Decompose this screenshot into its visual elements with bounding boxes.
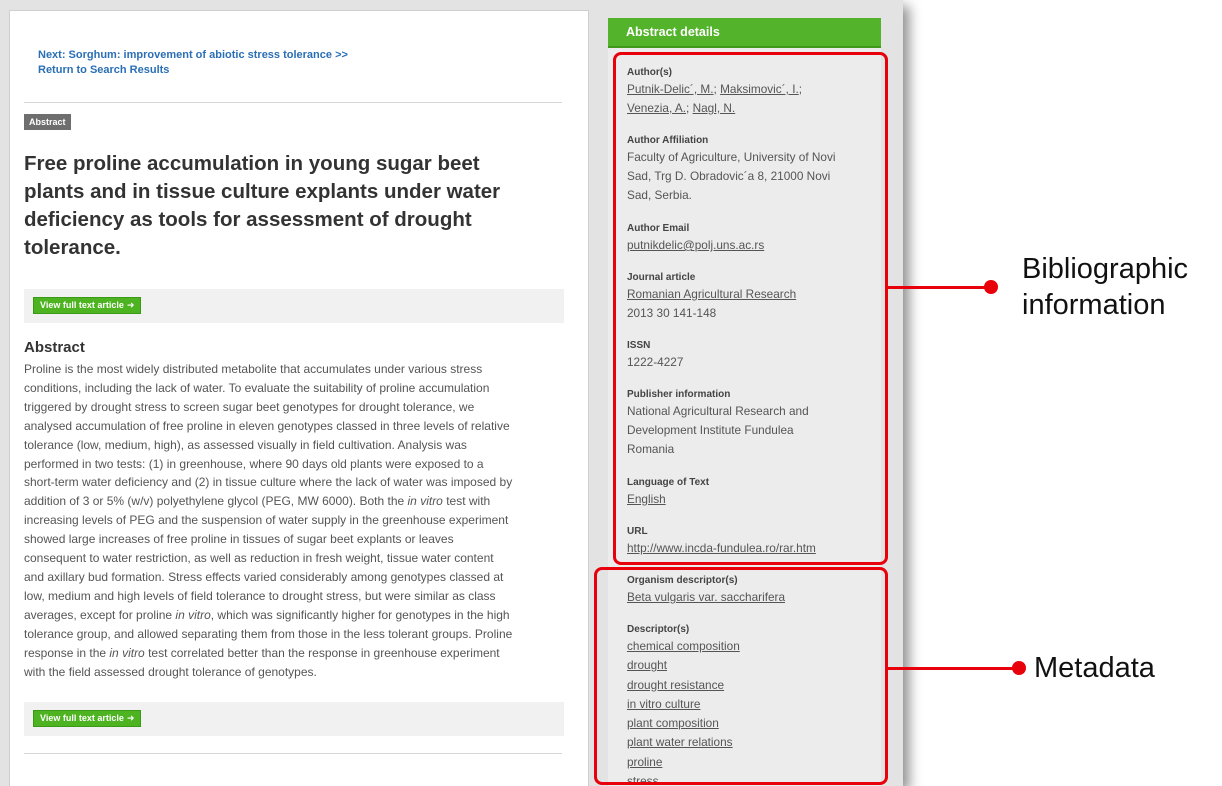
bibliographic-callout-line — [888, 286, 988, 289]
authors-label: Author(s) — [627, 67, 672, 78]
issn-value: 1222-4227 — [627, 355, 684, 369]
journal-link[interactable]: Romanian Agricultural Research — [627, 287, 797, 301]
authors-line-2: Venezia, A.; Nagl, N. — [627, 101, 736, 115]
publisher-label: Publisher information — [627, 389, 731, 400]
journal-detail: 2013 30 141-148 — [627, 306, 717, 320]
return-to-search-link[interactable]: Return to Search Results — [38, 64, 170, 76]
descriptor-link[interactable]: plant composition — [627, 716, 719, 731]
descriptor-link[interactable]: drought — [627, 658, 668, 673]
metadata-callout-line — [888, 667, 1016, 670]
publisher-line: Development Institute Fundulea — [627, 423, 794, 437]
bibliographic-highlight-box — [613, 52, 888, 565]
abstract-line: showed large increases of free proline in tissues of sugar beet explants or leaves — [24, 532, 454, 547]
descriptor-link[interactable]: drought resistance — [627, 677, 725, 692]
author-link[interactable]: Maksimovic´, I. — [720, 82, 799, 96]
abstract-line: addition of 3 or 5% (w/v) polyethylene glycol (PEG, MW 6000). Both the in vitro test with — [24, 494, 491, 509]
language-link[interactable]: English — [627, 492, 666, 506]
sidebar-title: Abstract details — [626, 25, 720, 39]
view-full-text-button-top[interactable] — [33, 297, 141, 314]
journal-label: Journal article — [627, 272, 696, 283]
divider — [24, 102, 562, 103]
author-link[interactable]: Putnik-Delic´, M. — [627, 82, 714, 96]
descriptor-link[interactable]: in vitro culture — [627, 696, 701, 711]
full-text-bar-bottom — [24, 702, 564, 736]
organism-label: Organism descriptor(s) — [627, 575, 738, 586]
abstract-line: low, medium and high levels of field tolerance to drought stress, but were similar as class — [24, 588, 496, 603]
descriptors-label: Descriptor(s) — [627, 624, 690, 635]
abstract-line: averages, except for proline in vitro, which was significantly higher for genotypes in the high — [24, 607, 510, 622]
email-label: Author Email — [627, 223, 690, 234]
abstract-line: performed in two tests: (1) in greenhouse, where 90 days old plants were exposed to a — [24, 456, 484, 471]
abstract-line: response in the in vitro test correlated better than the response in greenhouse experiment — [24, 645, 500, 660]
callout-text-line: information — [1022, 289, 1166, 321]
button-label: View full text article — [40, 300, 124, 310]
abstract-line: Proline is the most widely distributed metabolite that accumulates under various stress — [24, 362, 483, 376]
abstract-line: tolerance (low, medium, high), as assessed visually in field cultivation. Analysis was — [24, 437, 467, 452]
button-label: View full text article — [40, 713, 124, 723]
abstract-line: tolerance group, and allowed separating them from those in the less tolerant groups. Proline — [24, 626, 513, 641]
abstract-line: with the field assessed drought tolerance of genotypes. — [24, 664, 317, 679]
abstract-line: increasing levels of PEG and the suspension of water supply in the greenhouse experiment — [24, 513, 509, 528]
descriptor-link[interactable]: stress — [627, 774, 659, 786]
url-link[interactable]: http://www.incda-fundulea.ro/rar.htm — [627, 541, 816, 555]
affiliation-line: Sad, Serbia. — [627, 188, 692, 202]
affiliation-line: Faculty of Agriculture, University of Novi — [627, 150, 836, 164]
next-record-link[interactable]: Next: Sorghum: improvement of abiotic stress tolerance >> — [38, 49, 348, 61]
bibliographic-callout-label — [1022, 251, 1188, 323]
divider — [24, 753, 562, 754]
arrow-right-icon: ➜ — [126, 713, 135, 723]
descriptor-link[interactable]: chemical composition — [627, 639, 740, 653]
email-link[interactable]: putnikdelic@polj.uns.ac.rs — [627, 238, 765, 252]
abstract-heading: Abstract — [24, 339, 85, 356]
record-navigation — [38, 48, 348, 78]
language-label: Language of Text — [627, 477, 710, 488]
publisher-line: National Agricultural Research and — [627, 404, 809, 418]
abstract-line: triggered by drought stress to screen sugar beet genotypes for drought tolerance, we — [24, 399, 475, 414]
metadata-callout-label: Metadata — [1034, 652, 1155, 684]
bibliographic-callout-dot — [984, 280, 998, 294]
author-link[interactable]: Venezia, A. — [627, 101, 687, 115]
callout-text-line: Bibliographic — [1022, 253, 1189, 285]
view-full-text-button-bottom[interactable] — [33, 710, 141, 727]
metadata-highlight-box — [594, 567, 888, 785]
affiliation-line: Sad, Trg D. Obradovic´a 8, 21000 Novi — [627, 169, 831, 183]
arrow-right-icon: ➜ — [126, 300, 135, 310]
author-link[interactable]: Nagl, N. — [692, 101, 736, 115]
abstract-body — [24, 360, 569, 681]
abstract-line: conditions, including the lack of water. To evaluate the suitability of proline accumulation — [24, 380, 490, 395]
metadata-callout-dot — [1012, 661, 1026, 675]
abstract-line: consequent to water restriction, as well as reduction in fresh weight, tissue water content — [24, 551, 494, 566]
article-title: Free proline accumulation in young sugar beet plants and in tissue culture explants under water deficiency as tools for assessment of drought tolerance. — [24, 152, 501, 259]
url-label: URL — [627, 526, 648, 537]
abstract-badge: Abstract — [24, 114, 71, 130]
descriptor-link[interactable]: plant water relations — [627, 735, 733, 750]
abstract-details-header — [608, 18, 881, 48]
affiliation-label: Author Affiliation — [627, 135, 709, 146]
descriptor-link[interactable]: proline — [627, 754, 663, 769]
organism-link[interactable]: Beta vulgaris var. saccharifera — [627, 590, 786, 604]
authors-line-1: Putnik-Delic´, M.; Maksimovic´, I.; — [627, 82, 803, 96]
issn-label: ISSN — [627, 340, 651, 351]
abstract-line: analysed accumulation of free proline in eleven genotypes classed in three levels of relative — [24, 418, 510, 433]
abstract-line: and axillary bud formation. Stress effects varied considerably among genotypes classed at — [24, 569, 504, 584]
abstract-line: short-term water deficiency and (2) in tissue culture where the lack of water was imposed by — [24, 475, 513, 490]
full-text-bar-top — [24, 289, 564, 323]
publisher-line: Romania — [627, 442, 675, 456]
